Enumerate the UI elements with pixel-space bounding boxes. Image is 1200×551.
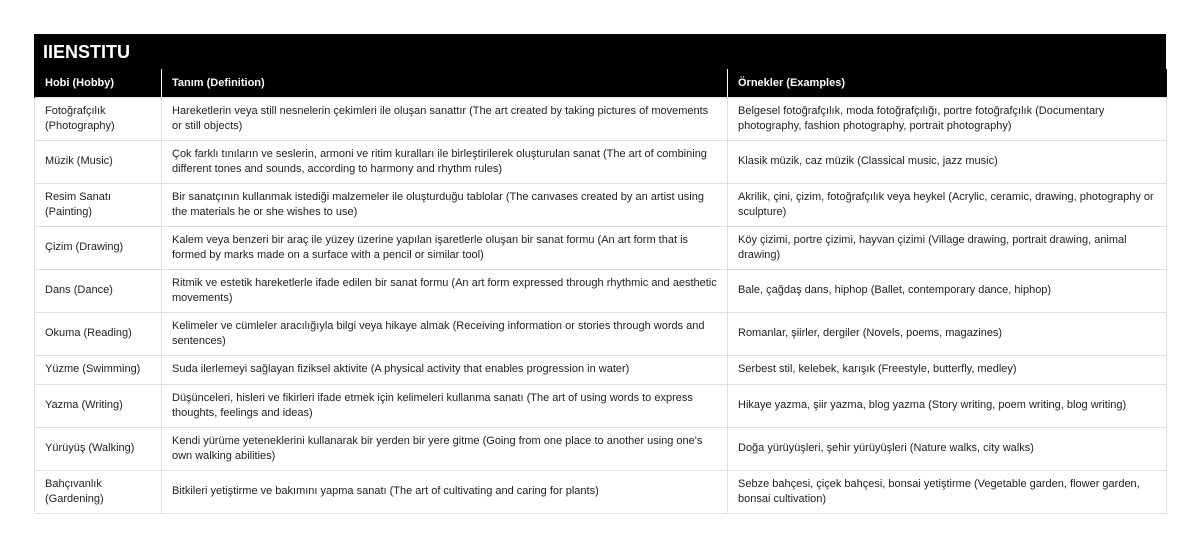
- table-row: [35, 226, 1167, 269]
- header-definition: Tanım (Definition): [162, 69, 728, 97]
- header-hobby: Hobi (Hobby): [35, 69, 162, 97]
- table-row: [35, 97, 1167, 140]
- table-row: [35, 183, 1167, 226]
- cell-examples: Serbest stil, kelebek, karışık (Freestyle, butterfly, medley): [728, 355, 1167, 384]
- cell-hobby: Yürüyüş (Walking): [35, 427, 162, 470]
- table-row: [35, 312, 1167, 355]
- cell-examples: Klasik müzik, caz müzik (Classical music, jazz music): [728, 140, 1167, 183]
- cell-definition: Bitkileri yetiştirme ve bakımını yapma sanatı (The art of cultivating and caring for plants): [162, 470, 728, 513]
- table-row: [35, 355, 1167, 384]
- cell-definition: Çok farklı tınıların ve seslerin, armoni ve ritim kuralları ile birleştirilerek oluşturulan sanat (The art of combining different tones and sounds, according to harmony and rhythm rules): [162, 140, 728, 183]
- hobby-table-container: [34, 34, 1166, 514]
- cell-definition: Suda ilerlemeyi sağlayan fiziksel aktivite (A physical activity that enables progression in water): [162, 355, 728, 384]
- cell-definition: Kendi yürüme yeteneklerini kullanarak bir yerden bir yere gitme (Going from one place to another using one's own walking abilities): [162, 427, 728, 470]
- brand-title: IIENSTITU: [34, 34, 1166, 69]
- cell-definition: Kalem veya benzeri bir araç ile yüzey üzerine yapılan işaretlerle oluşan bir sanat formu (An art form that is formed by marks made on a surface with a pencil or similar tool): [162, 226, 728, 269]
- cell-hobby: Çizim (Drawing): [35, 226, 162, 269]
- cell-hobby: Bahçıvanlık (Gardening): [35, 470, 162, 513]
- header-examples: Örnekler (Examples): [728, 69, 1167, 97]
- cell-hobby: Okuma (Reading): [35, 312, 162, 355]
- cell-hobby: Yazma (Writing): [35, 384, 162, 427]
- cell-hobby: Resim Sanatı (Painting): [35, 183, 162, 226]
- cell-hobby: Müzik (Music): [35, 140, 162, 183]
- cell-hobby: Fotoğrafçılık (Photography): [35, 97, 162, 140]
- header-row: [35, 69, 1167, 97]
- cell-examples: Köy çizimi, portre çizimi, hayvan çizimi (Village drawing, portrait drawing, animal drawing): [728, 226, 1167, 269]
- table-row: [35, 269, 1167, 312]
- cell-hobby: Dans (Dance): [35, 269, 162, 312]
- cell-definition: Ritmik ve estetik hareketlerle ifade edilen bir sanat formu (An art form expressed through rhythmic and aesthetic movements): [162, 269, 728, 312]
- cell-hobby: Yüzme (Swimming): [35, 355, 162, 384]
- cell-examples: Belgesel fotoğrafçılık, moda fotoğrafçılığı, portre fotoğrafçılık (Documentary photography, fashion photography, portrait photography): [728, 97, 1167, 140]
- table-row: [35, 384, 1167, 427]
- table-row: [35, 470, 1167, 513]
- cell-definition: Düşünceleri, hisleri ve fikirleri ifade etmek için kelimeleri kullanma sanatı (The art of using words to express thoughts, feelings and ideas): [162, 384, 728, 427]
- cell-definition: Kelimeler ve cümleler aracılığıyla bilgi veya hikaye almak (Receiving information or stories through words and sentences): [162, 312, 728, 355]
- cell-examples: Romanlar, şiirler, dergiler (Novels, poems, magazines): [728, 312, 1167, 355]
- table-row: [35, 140, 1167, 183]
- cell-examples: Doğa yürüyüşleri, şehir yürüyüşleri (Nature walks, city walks): [728, 427, 1167, 470]
- cell-definition: Bir sanatçının kullanmak istediği malzemeler ile oluşturduğu tablolar (The canvases created by an artist using the materials he or she wishes to use): [162, 183, 728, 226]
- cell-examples: Bale, çağdaş dans, hiphop (Ballet, contemporary dance, hiphop): [728, 269, 1167, 312]
- cell-definition: Hareketlerin veya still nesnelerin çekimleri ile oluşan sanattır (The art created by taking pictures of movements or still objects): [162, 97, 728, 140]
- cell-examples: Akrilik, çini, çizim, fotoğrafçılık veya heykel (Acrylic, ceramic, drawing, photography or sculpture): [728, 183, 1167, 226]
- cell-examples: Sebze bahçesi, çiçek bahçesi, bonsai yetiştirme (Vegetable garden, flower garden, bonsai cultivation): [728, 470, 1167, 513]
- table-row: [35, 427, 1167, 470]
- cell-examples: Hikaye yazma, şiir yazma, blog yazma (Story writing, poem writing, blog writing): [728, 384, 1167, 427]
- hobby-table: [34, 69, 1167, 514]
